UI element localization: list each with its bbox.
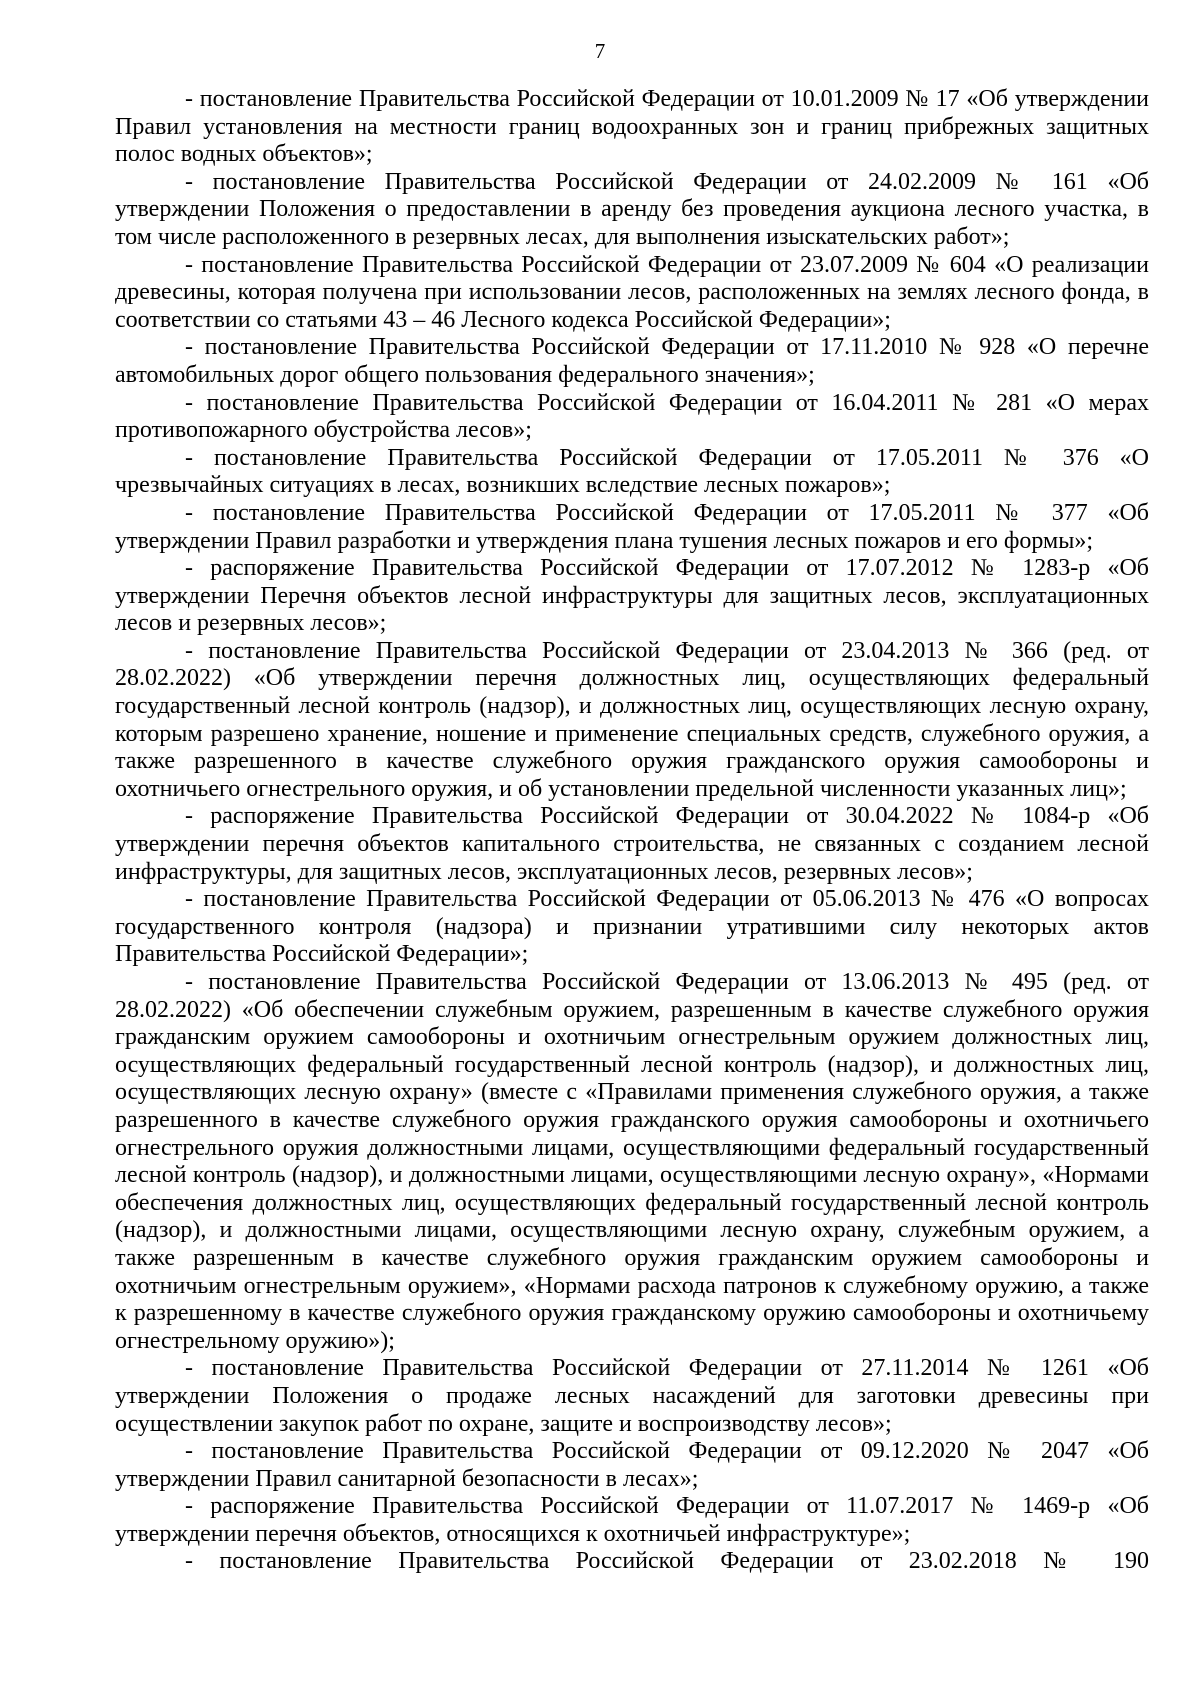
page-number: 7 bbox=[594, 39, 606, 63]
list-item: - постановление Правительства Российской Федерации от 27.11.2014 № 1261 «Об утверждении Положения о продаже лесных насаждений для заготовки древесины при осуществлении закупок работ по охране, защите и воспроизводству лесов»; bbox=[115, 1355, 1149, 1437]
list-item: - распоряжение Правительства Российской Федерации от 30.04.2022 № 1084-р «Об утверждении перечня объектов капитального строительства, не связанных с созданием лесной инфраструктуры, для защитных лесов, эксплуатационных лесов, резервных лесов»; bbox=[115, 803, 1149, 885]
list-item: - постановление Правительства Российской Федерации от 17.05.2011 № 376 «О чрезвычайных ситуациях в лесах, возникших вследствие лесных пожаров»; bbox=[115, 444, 1149, 499]
document-body bbox=[115, 86, 1149, 1576]
list-item: - постановление Правительства Российской Федерации от 17.05.2011 № 377 «Об утверждении Правил разработки и утверждения плана тушения лесных пожаров и его формы»; bbox=[115, 499, 1149, 554]
list-item: - постановление Правительства Российской Федерации от 09.12.2020 № 2047 «Об утверждении Правил санитарной безопасности в лесах»; bbox=[115, 1438, 1149, 1492]
list-item: - постановление Правительства Российской Федерации от 17.11.2010 № 928 «О перечне автомобильных дорог общего пользования федерального значения»; bbox=[115, 334, 1149, 388]
list-item: - распоряжение Правительства Российской Федерации от 11.07.2017 № 1469-р «Об утверждении перечня объектов, относящихся к охотничьей инфраструктуре»; bbox=[115, 1493, 1149, 1547]
list-item: - постановление Правительства Российской Федерации от 13.06.2013 № 495 (ред. от 28.02.2022) «Об обеспечении служебным оружием, разрешенным в качестве служебного оружия гражданским оружием самообороны и охотничьим огнестрельным оружием должностных лиц, осуществляющих федеральный государственный лесной контроль (надзор), и должностных лиц, осуществляющих лесную охрану» (вместе с «Правилами применения служебного оружия, а также разрешенного в качестве служебного оружия гражданского оружия самообороны и охотничьего огнестрельного оружия должностными лицами, осуществляющими федеральный государственный лесной контроль (надзор), и должностными лицами, осуществляющими лесную охрану», «Нормами обеспечения должностных лиц, осуществляющих федеральный государственный лесной контроль (надзор), и должностными лицами, осуществляющими лесную охрану, служебным оружием, а также разрешенным в качестве служебного оружия гражданским оружием самообороны и охотничьим огнестрельным оружием», «Нормами расхода патронов к служебному оружию, а также к разрешенному в качестве служебного оружия гражданскому оружию самообороны и охотничьему огнестрельному оружию»); bbox=[115, 969, 1149, 1354]
list-item: - постановление Правительства Российской Федерации от 23.02.2018 № 190 bbox=[185, 1548, 1149, 1575]
list-item: - постановление Правительства Российской Федерации от 23.04.2013 № 366 (ред. от 28.02.2022) «Об утверждении перечня должностных лиц, осуществляющих федеральный государственный лесной контроль (надзор), и должностных лиц, осуществляющих лесную охрану, которым разрешено хранение, ношение и применение специальных средств, служебного оружия, а также разрешенного в качестве служебного оружия гражданского оружия самообороны и охотничьего огнестрельного оружия, и об установлении предельной численности указанных лиц»; bbox=[115, 637, 1149, 802]
list-item: - постановление Правительства Российской Федерации от 24.02.2009 № 161 «Об утверждении Положения о предоставлении в аренду без проведения аукциона лесного участка, в том числе расположенного в резервных лесах, для выполнения изыскательских работ»; bbox=[115, 168, 1149, 250]
list-item: - постановление Правительства Российской Федерации от 05.06.2013 № 476 «О вопросах государственного контроля (надзора) и признании утратившими силу некоторых актов Правительства Российской Федерации»; bbox=[115, 886, 1149, 968]
list-item: - распоряжение Правительства Российской Федерации от 17.07.2012 № 1283-р «Об утверждении Перечня объектов лесной инфраструктуры для защитных лесов, эксплуатационных лесов и резервных лесов»; bbox=[115, 555, 1149, 637]
list-item: - постановление Правительства Российской Федерации от 23.07.2009 № 604 «О реализации древесины, которая получена при использовании лесов, расположенных на землях лесного фонда, в соответствии со статьями 43 – 46 Лесного кодекса Российской Федерации»; bbox=[115, 251, 1149, 333]
list-item: - постановление Правительства Российской Федерации от 10.01.2009 № 17 «Об утверждении Правил установления на местности границ водоохранных зон и границ прибрежных защитных полос водных объектов»; bbox=[115, 86, 1149, 168]
list-item: - постановление Правительства Российской Федерации от 16.04.2011 № 281 «О мерах противопожарного обустройства лесов»; bbox=[115, 389, 1149, 444]
